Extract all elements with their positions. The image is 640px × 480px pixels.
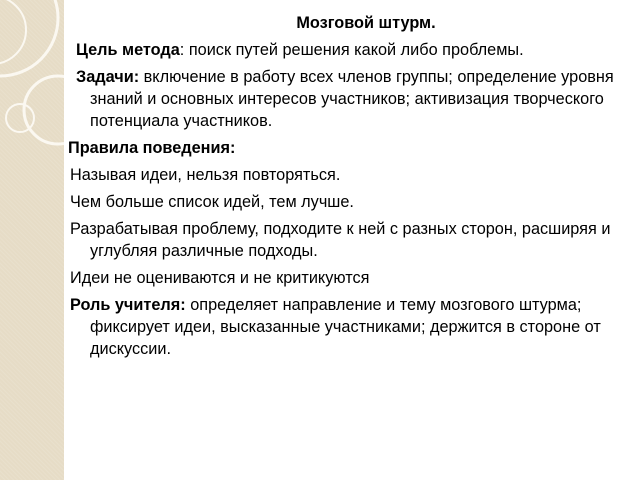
slide-content xyxy=(70,12,632,365)
rule-item: Идеи не оцениваются и не критикуются xyxy=(70,269,370,287)
tasks-text: включение в работу всех членов группы; определение уровня знаний и основных интересов участников; активизация творческого потенциала участников. xyxy=(90,68,614,130)
goal-label: Цель метода xyxy=(76,41,180,59)
goal-paragraph xyxy=(70,39,632,61)
ring-inner xyxy=(6,104,34,132)
tasks-paragraph xyxy=(70,66,632,132)
decorative-rings xyxy=(0,0,64,480)
decorative-sidebar xyxy=(0,0,64,480)
teacher-role-label: Роль учителя: xyxy=(70,296,186,314)
ring-top-large xyxy=(0,0,58,76)
rule-item: Называя идеи, нельзя повторяться. xyxy=(70,166,341,184)
teacher-role-text: определяет направление и тему мозгового штурма; фиксирует идеи, высказанные участниками; держится в стороне от дискуссии. xyxy=(90,296,601,358)
rule-item: Чем больше список идей, тем лучше. xyxy=(70,193,354,211)
slide-title: Мозговой штурм. xyxy=(296,14,436,32)
rule-item: Разрабатывая проблему, подходите к ней с разных сторон, расширяя и углубляя различные подходы. xyxy=(70,220,611,260)
rules-heading: Правила поведения: xyxy=(68,139,236,157)
ring-middle xyxy=(24,76,64,144)
teacher-role-paragraph xyxy=(70,294,632,360)
ring-top-small xyxy=(0,0,26,64)
goal-text: : поиск путей решения какой либо проблемы. xyxy=(179,41,524,59)
tasks-label: Задачи: xyxy=(76,68,140,86)
